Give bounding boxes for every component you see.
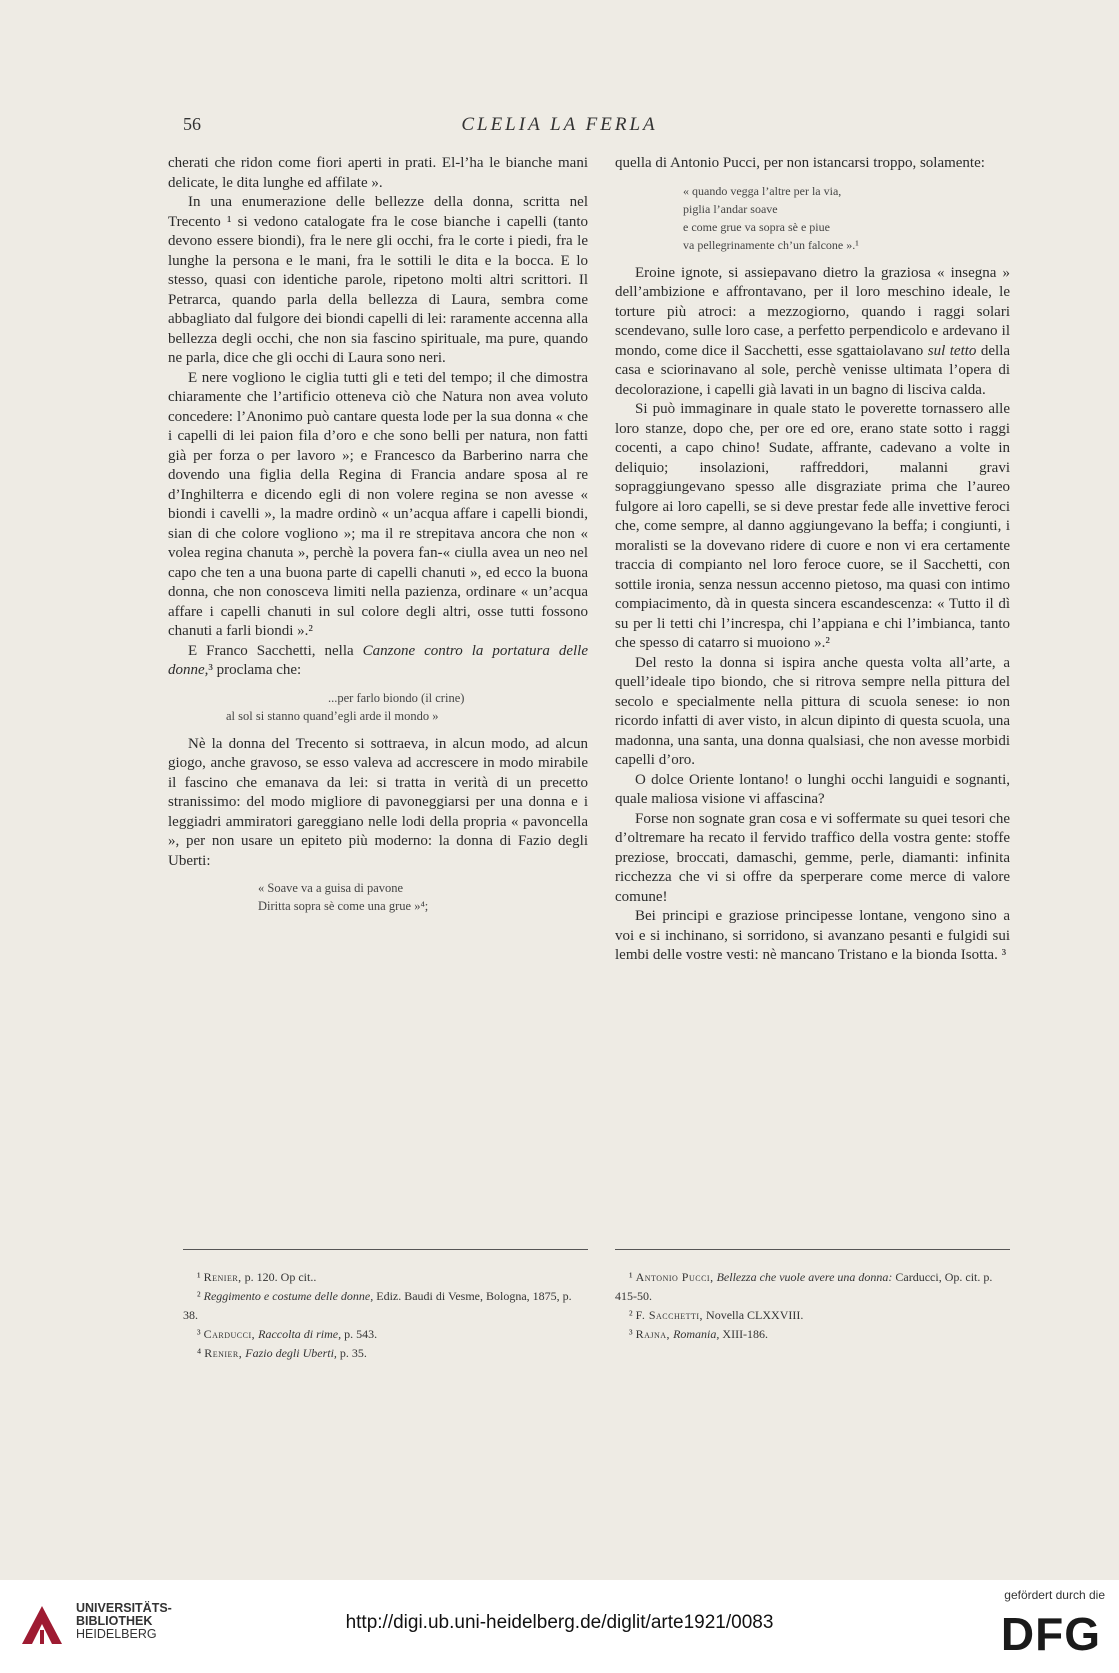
- footnote: ¹ Antonio Pucci, Bellezza che vuole avere una donna: Carducci, Op. cit. p. 415-50.: [615, 1270, 993, 1303]
- verse-line: « Soave va a guisa di pavone: [258, 881, 404, 895]
- paragraph: Del resto la donna si ispira anche questa volta all’arte, a quell’ideale tipo biondo, che si ritrova sempre nella pittura del secolo e specialmente nella pittura di scuola senese: io non ricordo infatti di aver visto, in alcun dipinto di questa scuola, una madonna, una santa, una donna qualsiasi, che non avesse morbidi capelli d’oro.: [615, 654, 1010, 768]
- permalink-url[interactable]: http://digi.ub.uni-heidelberg.de/diglit/arte1921/0083: [345, 1612, 774, 1633]
- sacchetti-intro: E Franco Sacchetti, nella: [188, 642, 354, 659]
- footnotes-right: [615, 1268, 1010, 1344]
- dfg-logo: DFG: [1000, 1608, 1101, 1660]
- paragraph: O dolce Oriente lontano! o lunghi occhi languidi e sognanti, quale maliosa visione vi affascina?: [615, 771, 1010, 807]
- viewer-footer: [0, 1580, 1119, 1673]
- page-number: 56: [183, 114, 201, 134]
- verse-line: piglia l’andar soave: [683, 201, 778, 216]
- right-column: [615, 154, 1010, 966]
- footnote: ³ Carducci, Raccolta di rime, p. 543.: [197, 1327, 378, 1341]
- left-column: [168, 154, 588, 925]
- verse-line: al sol si stanno quand’egli arde il mondo »: [226, 708, 439, 723]
- verse-line: va pellegrinamente ch’un falcone ».¹: [683, 237, 859, 252]
- footnote: ¹ Renier, p. 120. Op cit..: [197, 1270, 317, 1284]
- footnote: ² Reggimento e costume delle donne, Ediz. Baudi di Vesme, Bologna, 1875, p. 38.: [183, 1289, 572, 1322]
- paragraph: E nere vogliono le ciglia tutti gli e teti del tempo; il che dimostra chiaramente che l’artificio otteneva ciò che Natura non avea voluto concedere: l’Anonimo può cantare questa lode per la sua donna « che i capelli di lei paion fila d’oro e che sono belli per natura, non fatti già per forza o per lavoro »; e Francesco da Barberino narra che dovendo una figlia della Regina di Francia andare sposa al re d’Inghilterra e dicendo egli di non volere regina se non avesse « biondi i cavelli », la madre ordinò « un’acqua affare i capelli biondi, sian di che colore vogliono »; ma il re strepitava ancora che non « volea regina chanuta », perchè la povera fan-« ciulla avea un neo nel capo che ten a una buona parte di capelli chanuti », ed ecco la buona donna, che non conosceva limiti nella pazienza, ordinare « un’acqua affare i capelli chanuti in sul colore degli altri, osse tutti fossono chanuti a farli biondi ».²: [168, 369, 588, 639]
- footnote: ³ Rajna, Romania, XIII-186.: [629, 1327, 769, 1341]
- sponsor-label: gefördert durch die: [1004, 1588, 1105, 1602]
- running-title: CLELIA LA FERLA: [461, 114, 658, 135]
- verse-line: ...per farlo biondo (il crine): [328, 690, 465, 705]
- footnote: ² F. Sacchetti, Novella CLXXVIII.: [629, 1308, 804, 1322]
- sacchetti-tail: ³ proclama che:: [208, 662, 302, 678]
- page-header: [0, 114, 1119, 144]
- paragraph-part: della casa e sciorinavano al sole, perchè venisse ultimata l’opera di decolorazione, i capelli già lavati in un bagno di lisciva calda.: [615, 342, 1011, 398]
- paragraph: quella di Antonio Pucci, per non istancarsi troppo, solamente:: [615, 155, 985, 171]
- footnotes-left: [183, 1268, 588, 1363]
- verse-quote: [168, 707, 588, 725]
- verse-quote: [168, 689, 588, 707]
- paragraph: [615, 264, 1010, 401]
- paragraph: In una enumerazione delle bellezze della donna, scritta nel Trecento ¹ si vedono catalogate fra le cose bianche i capelli (tanto devono essere biondi), fra le nere gli occhi, fra le corte i piedi, fra le lunghe la persona e le mani, fra le sottili le dita e la bocca. E lo stesso, quasi con identiche parole, ripetono molti altri scrittori. Il Petrarca, quando parla della bellezza di Laura, sembra come abbagliato dal fulgore dei biondi capelli di lei: raramente accenna alla bellezza degli occhi, che non sia fascino spirituale, ma pure, quando ne parla, dice che gli occhi di Laura sono neri.: [168, 194, 588, 366]
- verse-line: Diritta sopra sè come una grue »⁴;: [258, 899, 429, 913]
- paragraph: Forse non sognate gran cosa e vi soffermate su quei tesori che d’oltremare ha recato il fervido traffico della vostra gente: stoffe preziose, broccati, damaschi, gemme, perle, diamanti: infinita ricchezza che vi si offre da sperperare come merce di valore comune!: [615, 810, 1010, 905]
- emphasis-sul-tetto: sul tetto: [927, 342, 977, 359]
- paragraph: cherati che ridon come fiori aperti in prati. El-l’ha le bianche mani delicate, le dita lunghe ed affilate ».: [168, 155, 588, 191]
- footnote: ⁴ Renier, Fazio degli Uberti, p. 35.: [197, 1346, 367, 1360]
- paragraph: Bei principi e graziose principesse lontane, vengono sino a voi e si inchinano, si sorridono, si avanzano pesanti e fulgidi sui lembi delle vostre vesti: nè mancano Tristano e la bionda Isotta. ³: [615, 908, 1010, 963]
- verse-line: « quando vegga l’altre per la via,: [683, 183, 842, 198]
- paragraph-sacchetti: [168, 642, 588, 681]
- verse-line: e come grue va sopra sè e piue: [683, 219, 830, 234]
- paragraph-part: Eroine ignote, si assiepavano dietro la graziosa « insegna » dell’ambizione e affrontavano, per il loro meschino ideale, le torture più atroci: a mezzogiorno, quando i raggi solari scendevano, sulle loro case, a perfetto perpendicolo e ardevano il mondo, come dice il Sacchetti, esse sgattaiolavano: [615, 264, 1010, 359]
- footnote-divider: [183, 1249, 588, 1250]
- paragraph: Si può immaginare in quale stato le poverette tornassero alle loro stanze, dopo che, per ore ed ore, erano state sotto i raggi cocenti, a capo chino! Sudate, affrante, cadevano a volte in deliquio; insolazioni, raffreddori, malanni gravi sopraggiungevano spesso alle disgraziate prima che l’aureo fulgore ai loro capelli, se si deve prestar fede alle invettive feroci che, come sempre, al danno aggiungevano la beffa; i congiunti, i moralisti se la dovevano ridere di cuore e non vi era certamente traccia di compianto nel loro feroce cuore, se il Sacchetti, con sottile ironia, senza nessun accenno pietoso, ma quasi con intimo compiacimento, dà in questa sincera escandescenza: « Tutto il dì su per li tetti chi l’increspa, chi l’appiana e chi l’imbianca, tanto che spesso di catarro si muoiono ».²: [615, 401, 1010, 651]
- footnote-divider: [615, 1249, 1010, 1250]
- paragraph: Nè la donna del Trecento si sottraeva, in alcun modo, ad alcun giogo, anche gravoso, se esso valeva ad accrescere in modo mirabile il fascino che emanava da lei: si tratta in verità di un precetto stranissimo: del modo migliore di pavoneggiarsi per una donna e i leggiadri ammiratori gareggiano nelle lodi della propria « pavoncella », per non usare un epiteto più moderno: la donna di Fazio degli Uberti:: [168, 735, 588, 869]
- library-name: UNIVERSITÄTS- BIBLIOTHEK HEIDELBERG: [76, 1601, 172, 1641]
- verse-quote: [615, 182, 1010, 254]
- sacchetti-work-title: Canzone contro la portatura delle donne,: [168, 642, 588, 678]
- verse-quote: [168, 879, 588, 915]
